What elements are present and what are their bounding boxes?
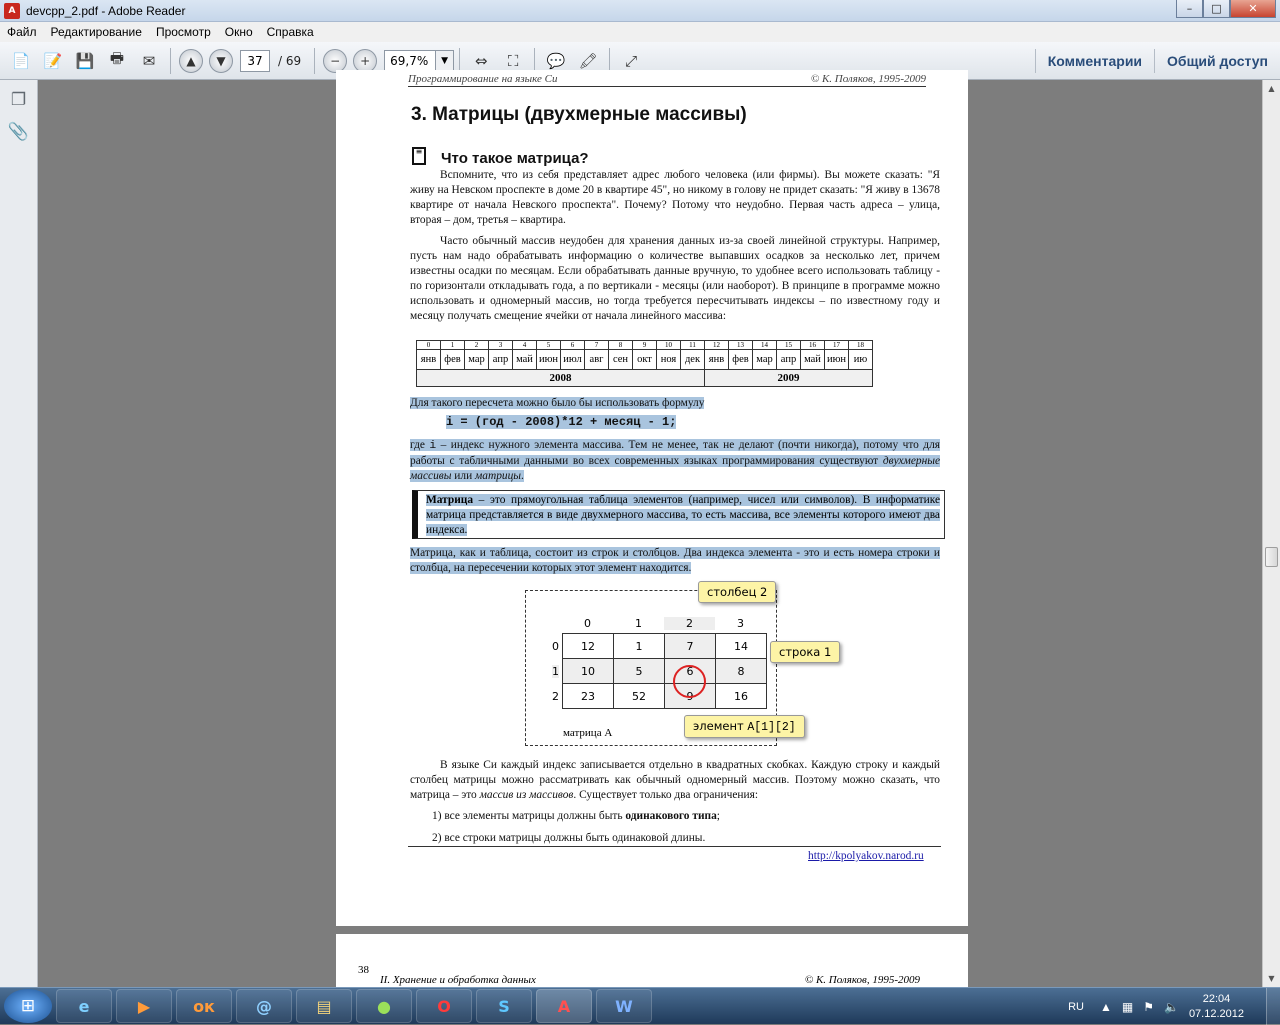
menu-file[interactable]: Файл [7,25,37,39]
column-index: 2 [664,617,715,630]
internet-explorer-icon[interactable]: e [56,989,112,1023]
comments-tab[interactable]: Комментарии [1047,53,1143,69]
running-header-right: © К. Поляков, 1995-2009 [804,974,920,986]
running-header-left: Программирование на языке Си [408,73,558,85]
column-index: 0 [584,617,591,630]
language-indicator[interactable]: RU [1068,1000,1084,1013]
share-tab[interactable]: Общий доступ [1167,53,1268,69]
opera-icon[interactable]: O [416,989,472,1023]
print-icon[interactable]: 🖶 [109,49,125,67]
paragraph-1: Вспомните, что из себя представляет адрес любого человека (или фирмы). Вы можете сказать: "Я живу на Невском проспекте в доме 20 в квартире 45", но никому в голову не придет сказать: "Я живу в 13678 квартире от начала Невского проспекта". Почему? Потому что неудобно. Первая часть адреса – улица, вторая – дом, третья – квартира. [410,169,940,226]
fullscreen-icon[interactable]: ⤢ [625,51,638,70]
definition-box: Матрица – это прямоугольная таблица элементов (например, чисел или символов). В информатике матрица представляется в виде двухмерного массива, то есть массива, все элементы которого имеют два индекса. [412,490,945,539]
explorer-folder-icon[interactable]: ▤ [296,989,352,1023]
zoom-in-icon[interactable]: + [353,49,377,73]
section-heading: Что такое матрица? [441,150,589,167]
header-rule [408,86,926,87]
odnoklassniki-icon[interactable]: ок [176,989,232,1023]
formula: i = (год - 2008)*12 + месяц - 1; [446,415,677,429]
chevron-down-icon[interactable]: ▼ [435,51,453,71]
running-header [380,974,920,986]
edit-pdf-icon[interactable]: 📝 [43,51,63,70]
matrix-diagram [525,585,832,746]
menu-view[interactable]: Просмотр [155,25,211,39]
email-icon[interactable]: ✉ [142,51,156,70]
years-row: 2008 2009 [417,370,873,387]
zoom-value: 69,7% [390,53,429,68]
attachments-icon[interactable]: 📎 [7,122,30,142]
column-index: 3 [737,617,744,630]
close-button[interactable]: ✕ [1230,0,1276,18]
adobe-reader-icon: A [4,3,20,19]
callout-element: элемент A[1][2] [684,715,805,738]
toolbar-separator [170,48,171,74]
tray-arrow-icon[interactable]: ▲ [1099,999,1112,1014]
maximize-button[interactable]: □ [1203,0,1230,18]
matrix-label: матрица A [563,727,613,739]
save-icon[interactable]: 💾 [75,51,95,70]
minimize-button[interactable]: – [1176,0,1203,18]
row-index: 0 [552,640,559,653]
create-pdf-icon[interactable]: 📄 [11,51,31,70]
document-view[interactable] [39,73,1262,987]
document-icon: ≡ [412,147,426,165]
formula-intro: Для такого пересчета можно было бы использовать формулу [410,397,705,409]
highlight-icon[interactable]: 🖍 [578,51,598,70]
callout-column: столбец 2 [698,581,776,603]
matrix-row: 10 5 6 8 [563,659,767,684]
months-row: янв фев мар апр май июн июл авг сен окт ноя дек янв фев мар апр май июн ию [417,350,873,370]
email-client-icon[interactable]: @ [236,989,292,1023]
page-total: / 69 [278,53,302,68]
row-index: 1 [552,665,559,678]
scroll-up-icon[interactable]: ▲ [1268,84,1275,93]
index-row: 0 1 2 3 4 5 6 7 8 9 10 11 12 13 14 15 16 17 18 [417,341,873,350]
list-item: 2) все строки матрицы должны быть одинаковой длины. [432,832,706,844]
app-green-icon[interactable]: ● [356,989,412,1023]
flag-icon[interactable]: ⚑ [1143,999,1154,1014]
fit-page-icon[interactable]: ⛶ [507,51,519,70]
linear-array-table [416,340,873,387]
media-player-icon[interactable]: ▶ [116,989,172,1023]
taskbar [0,987,1280,1024]
paragraph-4: Матрица, как и таблица, состоит из строк и столбцов. Два индекса элемента - это и есть номера строки и столбца, на пересечении которых этот элемент находится. [410,547,940,574]
system-tray [1068,988,1280,1025]
menu-window[interactable]: Окно [224,25,253,39]
next-page-icon[interactable]: ▼ [209,49,233,73]
volume-icon[interactable]: 🔈 [1163,999,1179,1014]
skype-icon[interactable]: S [476,989,532,1023]
vertical-scrollbar[interactable] [1262,80,1280,987]
scroll-down-icon[interactable]: ▼ [1268,974,1275,983]
show-desktop-button[interactable] [1266,988,1280,1025]
navigation-pane [0,80,38,987]
clock-time: 22:04 [1202,992,1231,1005]
matrix-row: 12 1 7 14 [563,634,767,659]
prev-page-icon[interactable]: ▲ [179,49,203,73]
running-header [408,73,926,85]
paragraph-5: В языке Си каждый индекс записывается отдельно в квадратных скобках. Каждую строку и каждый столбец матрицы можно рассматривать как обычный одномерный массив. Поэтому можно сказать, что матрица – это массив из массивов. Существует только два ограничения: [410,759,940,801]
matrix-table [562,633,767,709]
matrix-row: 23 52 9 16 [563,684,767,709]
comment-icon[interactable]: 💬 [546,51,566,70]
menu-help[interactable]: Справка [266,25,314,39]
fit-width-icon[interactable]: ⇔ [474,51,488,70]
toolbar-right-panel [1035,42,1280,80]
adobe-reader-taskbar-icon[interactable]: A [536,989,592,1023]
menu-edit[interactable]: Редактирование [50,25,142,39]
zoom-out-icon[interactable]: − [323,49,347,73]
chapter-heading: 3. Матрицы (двухмерные массивы) [411,104,747,125]
start-button[interactable]: ⊞ [4,989,52,1023]
footer-rule [408,846,941,847]
callout-row: строка 1 [770,641,840,663]
clock[interactable] [1189,992,1244,1022]
page-number: 38 [358,964,369,976]
column-index: 1 [635,617,642,630]
menu-bar [0,22,1280,42]
window-title: devcpp_2.pdf - Adobe Reader [26,3,186,18]
network-icon[interactable]: ▦ [1121,999,1134,1014]
list-item: 1) все элементы матрицы должны быть одинакового типа; [432,810,720,822]
scroll-thumb[interactable] [1265,547,1278,567]
clock-date: 07.12.2012 [1188,1007,1244,1020]
row-index: 2 [552,690,559,703]
footer-link[interactable]: http://kpolyakov.narod.ru [808,850,924,862]
running-header-right: © К. Поляков, 1995-2009 [810,73,926,85]
pages-icon[interactable]: ❐ [10,90,27,110]
element-highlight-circle [673,665,706,698]
paragraph-3: где i – индекс нужного элемента массива. Тем не менее, так не делают (почти никогда), потому что для работы с табличными данными во всех современных языках программирования существуют двухмерные массивы или матрицы. [410,439,940,482]
word-icon[interactable]: W [596,989,652,1023]
zoom-select[interactable] [384,50,454,72]
pdf-page-next [336,934,968,994]
running-header-left: II. Хранение и обработка данных [380,974,536,986]
window-controls [1176,0,1276,18]
toolbar-separator [314,48,315,74]
pdf-page [336,70,968,926]
page-number-input[interactable]: 37 [240,50,270,72]
paragraph-2: Часто обычный массив неудобен для хранения данных из-за своей линейной структуры. Например, пусть нам надо обрабатывать информацию о количестве выпавших осадков за несколько лет, причем известны осадки по месяцам. Если обрабатывать данные вручную, то удобнее всего использовать таблицу - по горизонтали откладывать года, а по вертикали - месяцы (или наоборот). В принципе в программе можно использовать и одномерный массив, но тогда требуется пересчитывать индексы – по известному году и месяцу получать смещение ячейки от начала линейного массива: [410,235,940,322]
title-bar [0,0,1280,22]
